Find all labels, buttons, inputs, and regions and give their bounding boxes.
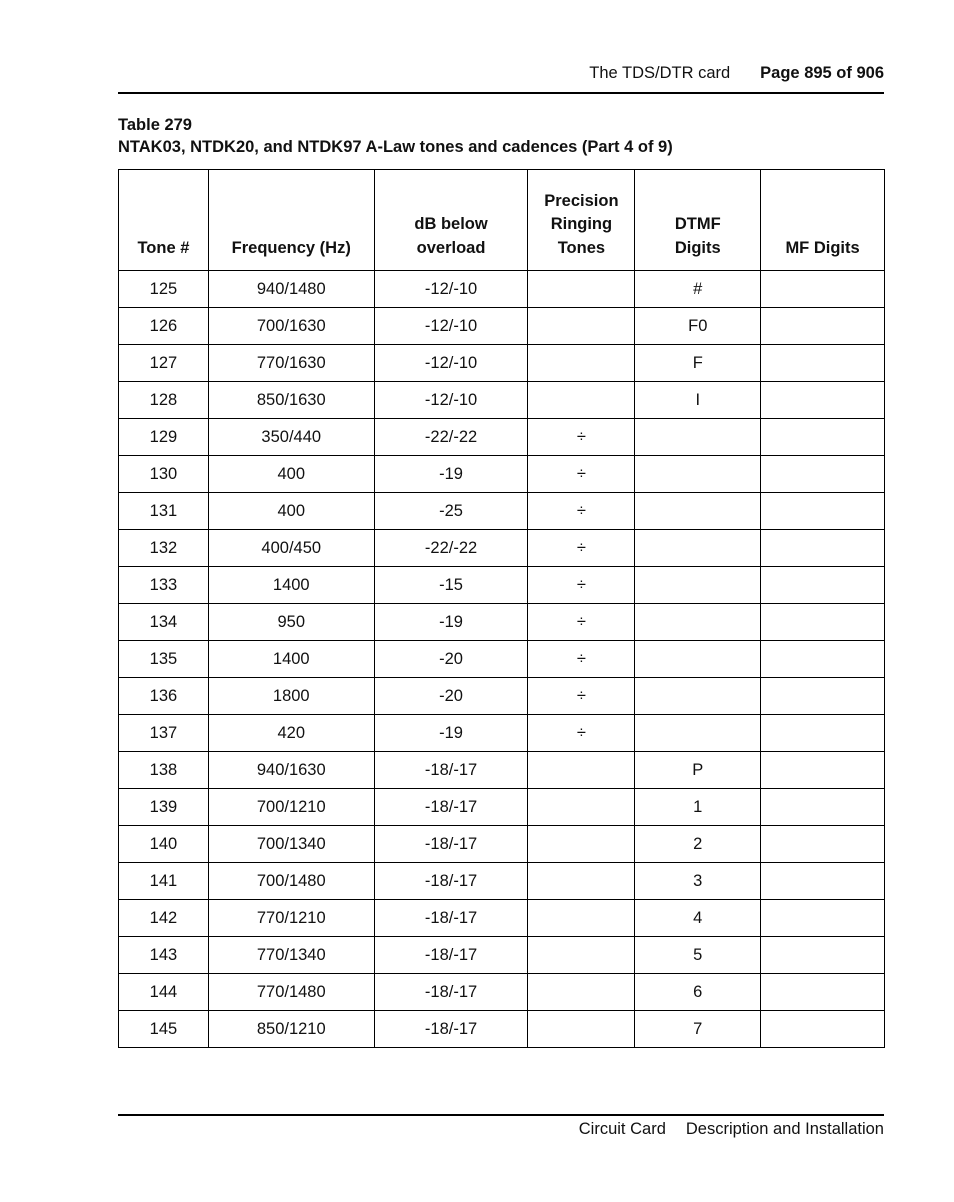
col-dtmf bbox=[635, 170, 761, 271]
table-cell: 1400 bbox=[208, 567, 374, 604]
table-cell: ÷ bbox=[528, 715, 635, 752]
table-cell: 850/1630 bbox=[208, 382, 374, 419]
table-cell: 142 bbox=[119, 900, 209, 937]
table-cell: 125 bbox=[119, 271, 209, 308]
table-cell: -25 bbox=[374, 493, 528, 530]
table-row bbox=[119, 530, 885, 567]
table-cell: ÷ bbox=[528, 456, 635, 493]
table-cell: -19 bbox=[374, 456, 528, 493]
tones-table bbox=[118, 169, 885, 1048]
table-cell bbox=[761, 493, 885, 530]
table-body bbox=[119, 271, 885, 1048]
table-cell: 128 bbox=[119, 382, 209, 419]
table-cell bbox=[635, 493, 761, 530]
table-caption bbox=[118, 114, 673, 158]
col-frequency bbox=[208, 170, 374, 271]
table-cell: P bbox=[635, 752, 761, 789]
table-cell bbox=[635, 419, 761, 456]
table-cell: -12/-10 bbox=[374, 382, 528, 419]
table-cell bbox=[761, 530, 885, 567]
table-cell bbox=[761, 1011, 885, 1048]
col-db bbox=[374, 170, 528, 271]
table-cell: -15 bbox=[374, 567, 528, 604]
table-cell: 132 bbox=[119, 530, 209, 567]
table-cell bbox=[528, 937, 635, 974]
table-cell bbox=[761, 641, 885, 678]
table-row bbox=[119, 604, 885, 641]
table-row bbox=[119, 567, 885, 604]
table-cell bbox=[528, 271, 635, 308]
table-cell bbox=[761, 826, 885, 863]
table-cell bbox=[635, 715, 761, 752]
table-cell: I bbox=[635, 382, 761, 419]
table-cell bbox=[761, 604, 885, 641]
table-cell: 139 bbox=[119, 789, 209, 826]
table-cell: 940/1480 bbox=[208, 271, 374, 308]
table-cell: 770/1630 bbox=[208, 345, 374, 382]
col-db-label-1: dB below bbox=[414, 215, 488, 233]
table-row bbox=[119, 789, 885, 826]
table-cell: 400 bbox=[208, 493, 374, 530]
table-row bbox=[119, 641, 885, 678]
table-cell: 143 bbox=[119, 937, 209, 974]
table-row bbox=[119, 752, 885, 789]
table-title: NTAK03, NTDK20, and NTDK97 A-Law tones and cadences (Part 4 of 9) bbox=[118, 138, 673, 156]
table-cell bbox=[528, 752, 635, 789]
table-row bbox=[119, 826, 885, 863]
table-cell: 129 bbox=[119, 419, 209, 456]
table-cell bbox=[528, 382, 635, 419]
table-cell: 850/1210 bbox=[208, 1011, 374, 1048]
table-cell bbox=[761, 567, 885, 604]
table-cell: -18/-17 bbox=[374, 826, 528, 863]
table-cell bbox=[635, 604, 761, 641]
table-cell: 141 bbox=[119, 863, 209, 900]
table-row bbox=[119, 456, 885, 493]
table-cell: -12/-10 bbox=[374, 271, 528, 308]
table-cell: ÷ bbox=[528, 493, 635, 530]
footer-right: Description and Installation bbox=[685, 1120, 884, 1138]
table-cell: 7 bbox=[635, 1011, 761, 1048]
table-cell: 1400 bbox=[208, 641, 374, 678]
table-cell: 350/440 bbox=[208, 419, 374, 456]
col-mf-label: MF Digits bbox=[785, 238, 860, 257]
table-cell bbox=[761, 974, 885, 1011]
table-row bbox=[119, 382, 885, 419]
table-cell: 420 bbox=[208, 715, 374, 752]
page-header bbox=[118, 64, 884, 94]
table-cell: -18/-17 bbox=[374, 974, 528, 1011]
table-cell: -18/-17 bbox=[374, 1011, 528, 1048]
table-cell bbox=[635, 530, 761, 567]
col-dtmf-label-2: Digits bbox=[674, 238, 721, 257]
col-precision-label-1: Precision bbox=[544, 191, 619, 210]
table-cell: F bbox=[635, 345, 761, 382]
table-cell: -20 bbox=[374, 641, 528, 678]
table-row bbox=[119, 493, 885, 530]
table-cell: -12/-10 bbox=[374, 308, 528, 345]
table-cell bbox=[761, 937, 885, 974]
table-cell: -22/-22 bbox=[374, 419, 528, 456]
table-cell: -20 bbox=[374, 678, 528, 715]
table-cell: -18/-17 bbox=[374, 789, 528, 826]
table-cell: 135 bbox=[119, 641, 209, 678]
table-cell: ÷ bbox=[528, 530, 635, 567]
table-cell: 1800 bbox=[208, 678, 374, 715]
table-cell: 140 bbox=[119, 826, 209, 863]
table-cell: -19 bbox=[374, 604, 528, 641]
table-cell: 131 bbox=[119, 493, 209, 530]
table-row bbox=[119, 308, 885, 345]
table-cell bbox=[761, 419, 885, 456]
col-precision bbox=[528, 170, 635, 271]
table-cell: 134 bbox=[119, 604, 209, 641]
table-cell: F0 bbox=[635, 308, 761, 345]
table-cell bbox=[635, 456, 761, 493]
table-row bbox=[119, 678, 885, 715]
table-cell bbox=[528, 1011, 635, 1048]
table-cell bbox=[528, 900, 635, 937]
table-cell bbox=[761, 456, 885, 493]
table-cell bbox=[528, 345, 635, 382]
table-cell: ÷ bbox=[528, 641, 635, 678]
table-cell bbox=[761, 382, 885, 419]
table-cell bbox=[635, 567, 761, 604]
table-cell: # bbox=[635, 271, 761, 308]
table-cell: -19 bbox=[374, 715, 528, 752]
col-db-label-2: overload bbox=[416, 238, 486, 257]
col-tone bbox=[119, 170, 209, 271]
table-cell bbox=[761, 308, 885, 345]
table-cell bbox=[761, 345, 885, 382]
table-cell: 770/1210 bbox=[208, 900, 374, 937]
col-dtmf-label-1: DTMF bbox=[674, 215, 721, 233]
table-cell: 127 bbox=[119, 345, 209, 382]
table-row bbox=[119, 1011, 885, 1048]
table-cell bbox=[528, 863, 635, 900]
table-cell: 130 bbox=[119, 456, 209, 493]
table-cell: 770/1480 bbox=[208, 974, 374, 1011]
col-tone-label: Tone # bbox=[137, 238, 190, 257]
table-row bbox=[119, 900, 885, 937]
table-cell: 3 bbox=[635, 863, 761, 900]
table-cell: -18/-17 bbox=[374, 752, 528, 789]
table-cell bbox=[528, 308, 635, 345]
col-precision-label-2: Ringing bbox=[550, 215, 613, 233]
page-footer bbox=[118, 1114, 884, 1139]
table-cell: 136 bbox=[119, 678, 209, 715]
table-cell: 5 bbox=[635, 937, 761, 974]
table-cell bbox=[761, 678, 885, 715]
footer-left: Circuit Card bbox=[578, 1120, 666, 1138]
table-cell: -18/-17 bbox=[374, 863, 528, 900]
table-cell bbox=[761, 789, 885, 826]
table-cell: 6 bbox=[635, 974, 761, 1011]
table-cell: 126 bbox=[119, 308, 209, 345]
table-cell: -18/-17 bbox=[374, 937, 528, 974]
table-cell: 770/1340 bbox=[208, 937, 374, 974]
table-cell bbox=[761, 715, 885, 752]
table-cell: ÷ bbox=[528, 419, 635, 456]
col-mf bbox=[761, 170, 885, 271]
table-cell bbox=[635, 678, 761, 715]
table-number: Table 279 bbox=[118, 116, 192, 134]
table-row bbox=[119, 271, 885, 308]
table-row bbox=[119, 715, 885, 752]
table-cell bbox=[528, 826, 635, 863]
table-row bbox=[119, 419, 885, 456]
table-cell: ÷ bbox=[528, 567, 635, 604]
table-cell bbox=[528, 974, 635, 1011]
table-cell: 700/1630 bbox=[208, 308, 374, 345]
table-row bbox=[119, 937, 885, 974]
table-cell: 137 bbox=[119, 715, 209, 752]
table-row bbox=[119, 863, 885, 900]
table-cell: -22/-22 bbox=[374, 530, 528, 567]
col-frequency-label: Frequency (Hz) bbox=[231, 238, 351, 257]
table-cell: 2 bbox=[635, 826, 761, 863]
table-cell bbox=[635, 641, 761, 678]
table-cell: ÷ bbox=[528, 678, 635, 715]
table-cell bbox=[761, 900, 885, 937]
section-title: The TDS/DTR card bbox=[589, 64, 731, 82]
table-cell: 133 bbox=[119, 567, 209, 604]
table-cell: 4 bbox=[635, 900, 761, 937]
table-cell: 700/1480 bbox=[208, 863, 374, 900]
table-cell: 950 bbox=[208, 604, 374, 641]
table-cell: 1 bbox=[635, 789, 761, 826]
page-number: Page 895 of 906 bbox=[760, 64, 884, 82]
col-precision-label-3: Tones bbox=[557, 238, 606, 257]
table-cell: 700/1210 bbox=[208, 789, 374, 826]
table-cell: 400 bbox=[208, 456, 374, 493]
table-cell bbox=[761, 752, 885, 789]
table-row bbox=[119, 345, 885, 382]
table-cell: -18/-17 bbox=[374, 900, 528, 937]
table-header-row bbox=[119, 170, 885, 271]
table-cell bbox=[761, 863, 885, 900]
table-row bbox=[119, 974, 885, 1011]
table-cell: 940/1630 bbox=[208, 752, 374, 789]
table-cell: 144 bbox=[119, 974, 209, 1011]
table-cell: ÷ bbox=[528, 604, 635, 641]
table-cell: -12/-10 bbox=[374, 345, 528, 382]
table-cell bbox=[528, 789, 635, 826]
table-cell: 145 bbox=[119, 1011, 209, 1048]
table-cell: 700/1340 bbox=[208, 826, 374, 863]
table-cell bbox=[761, 271, 885, 308]
table-cell: 138 bbox=[119, 752, 209, 789]
table-cell: 400/450 bbox=[208, 530, 374, 567]
